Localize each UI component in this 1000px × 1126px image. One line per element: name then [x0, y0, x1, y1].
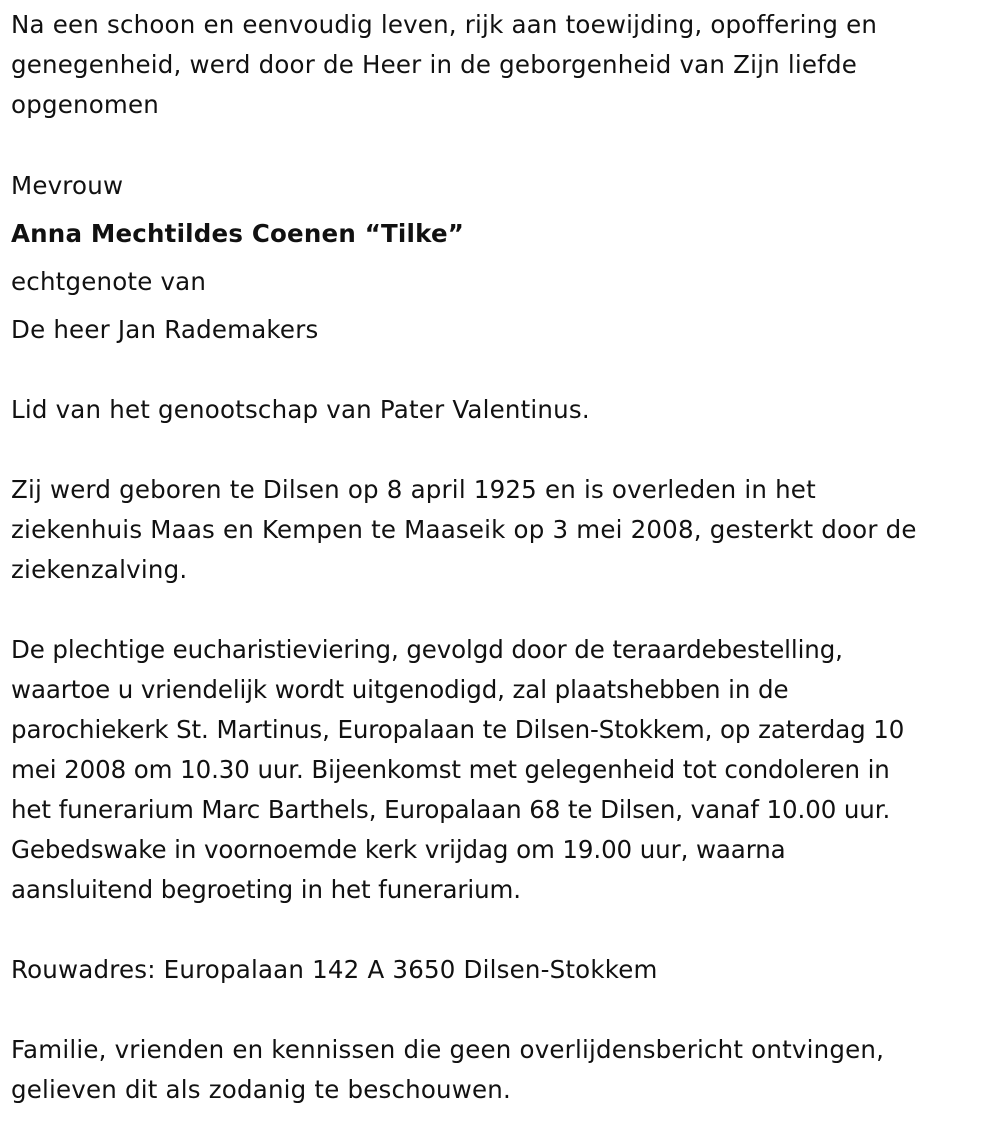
ceremony-line: aansluitend begroeting in het funerarium.	[11, 875, 521, 904]
birth-death-line: ziekenhuis Maas en Kempen te Maaseik op 3 mei 2008, gesterkt door de	[11, 515, 917, 544]
birth-death-line: ziekenzalving.	[11, 555, 188, 584]
ceremony-line: waartoe u vriendelijk wordt uitgenodigd, zal plaatshebben in de	[11, 675, 789, 704]
intro-paragraph	[11, 5, 993, 125]
spouse-name: De heer Jan Rademakers	[11, 315, 319, 344]
closing-line: Familie, vrienden en kennissen die geen overlijdensbericht ontvingen,	[11, 1035, 885, 1064]
birth-death-line: Zij werd geboren te Dilsen op 8 april 1925 en is overleden in het	[11, 475, 816, 504]
ceremony-line: het funerarium Marc Barthels, Europalaan 68 te Dilsen, vanaf 10.00 uur.	[11, 795, 891, 824]
deceased-name: Anna Mechtildes Coenen “Tilke”	[11, 219, 465, 248]
intro-line: genegenheid, werd door de Heer in de geborgenheid van Zijn liefde	[11, 50, 857, 79]
ceremony-line: Gebedswake in voornoemde kerk vrijdag om 19.00 uur, waarna	[11, 835, 786, 864]
intro-line: Na een schoon en eenvoudig leven, rijk aan toewijding, opoffering en	[11, 10, 878, 39]
ceremony-line: De plechtige eucharistieviering, gevolgd door de teraardebestelling,	[11, 635, 843, 664]
intro-line: opgenomen	[11, 90, 159, 119]
closing-line: gelieven dit als zodanig te beschouwen.	[11, 1075, 512, 1104]
ceremony-line: mei 2008 om 10.30 uur. Bijeenkomst met gelegenheid tot condoleren in	[11, 755, 890, 784]
mourning-address: Rouwadres: Europalaan 142 A 3650 Dilsen-Stokkem	[11, 955, 658, 984]
ceremony-paragraph	[11, 630, 993, 910]
closing-paragraph	[11, 1030, 993, 1110]
membership-text: Lid van het genootschap van Pater Valentinus.	[11, 395, 590, 424]
honorific: Mevrouw	[11, 171, 124, 200]
ceremony-line: parochiekerk St. Martinus, Europalaan te Dilsen-Stokkem, op zaterdag 10	[11, 715, 905, 744]
birth-death-paragraph	[11, 470, 993, 590]
relation-text: echtgenote van	[11, 267, 207, 296]
